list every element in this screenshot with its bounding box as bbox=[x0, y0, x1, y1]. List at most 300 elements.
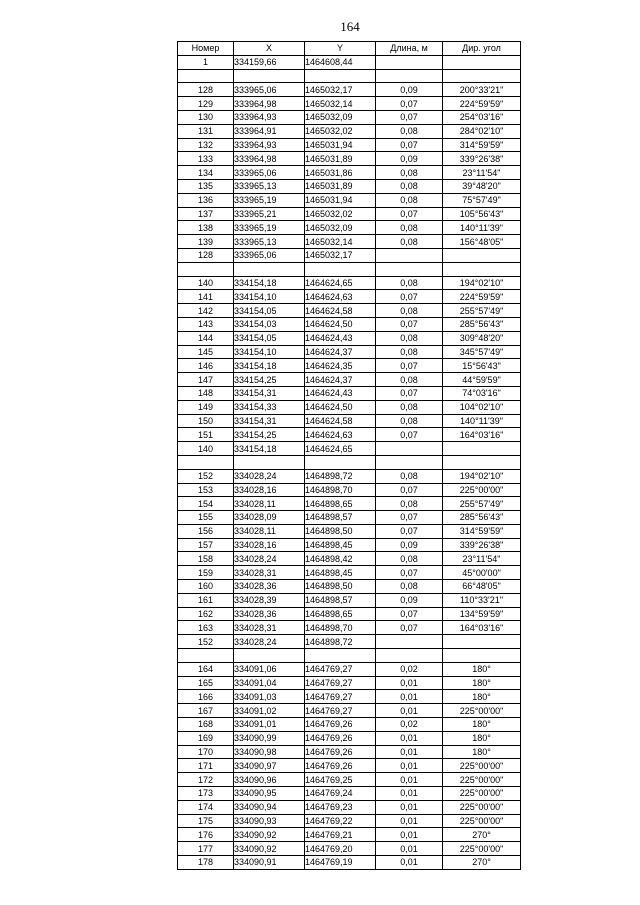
table-row bbox=[178, 731, 521, 745]
cell-direction-angle: 225°00'00" bbox=[443, 704, 521, 718]
cell-direction-angle: 140°11'39" bbox=[443, 221, 521, 235]
cell-number: 140 bbox=[178, 442, 234, 456]
cell-x: 334028,24 bbox=[234, 552, 305, 566]
cell-direction-angle: 224°59'59" bbox=[443, 290, 521, 304]
cell-number: 168 bbox=[178, 718, 234, 732]
cell-x: 334028,11 bbox=[234, 497, 305, 511]
header-direction-angle: Дир. угол bbox=[443, 42, 521, 56]
table-row bbox=[178, 718, 521, 732]
cell-number: 161 bbox=[178, 593, 234, 607]
cell-y: 1465032,17 bbox=[305, 83, 376, 97]
cell-x: 334090,97 bbox=[234, 759, 305, 773]
cell-y: 1464624,35 bbox=[305, 359, 376, 373]
cell-y: 1464624,63 bbox=[305, 290, 376, 304]
cell-length: 0,08 bbox=[376, 414, 443, 428]
cell-x: 333965,06 bbox=[234, 248, 305, 262]
cell-length: 0,07 bbox=[376, 607, 443, 621]
cell-x: 334154,10 bbox=[234, 290, 305, 304]
cell-length: 0,07 bbox=[376, 566, 443, 580]
cell-y: 1465032,14 bbox=[305, 235, 376, 249]
cell-direction-angle: 314°59'59" bbox=[443, 138, 521, 152]
cell-direction-angle bbox=[443, 442, 521, 456]
cell-x: 334154,03 bbox=[234, 317, 305, 331]
cell-x bbox=[234, 649, 305, 663]
table-row bbox=[178, 304, 521, 318]
cell-direction-angle bbox=[443, 262, 521, 276]
cell-y: 1465031,89 bbox=[305, 179, 376, 193]
table-row bbox=[178, 745, 521, 759]
cell-direction-angle: 164°03'16" bbox=[443, 621, 521, 635]
cell-length: 0,07 bbox=[376, 110, 443, 124]
cell-number: 138 bbox=[178, 221, 234, 235]
cell-number: 160 bbox=[178, 580, 234, 594]
cell-y: 1464769,26 bbox=[305, 745, 376, 759]
cell-number: 166 bbox=[178, 690, 234, 704]
cell-length: 0,07 bbox=[376, 483, 443, 497]
cell-number: 139 bbox=[178, 235, 234, 249]
cell-direction-angle bbox=[443, 69, 521, 83]
table-row bbox=[178, 759, 521, 773]
cell-y: 1465032,14 bbox=[305, 97, 376, 111]
cell-direction-angle: 225°00'00" bbox=[443, 759, 521, 773]
cell-x: 334028,16 bbox=[234, 483, 305, 497]
cell-x: 334028,24 bbox=[234, 469, 305, 483]
cell-direction-angle: 270° bbox=[443, 828, 521, 842]
cell-number bbox=[178, 262, 234, 276]
cell-y: 1464769,26 bbox=[305, 731, 376, 745]
cell-direction-angle: 180° bbox=[443, 718, 521, 732]
table-row bbox=[178, 676, 521, 690]
cell-length: 0,01 bbox=[376, 690, 443, 704]
cell-y bbox=[305, 69, 376, 83]
cell-length: 0,07 bbox=[376, 386, 443, 400]
cell-direction-angle: 110°33'21" bbox=[443, 593, 521, 607]
cell-length: 0,08 bbox=[376, 193, 443, 207]
cell-direction-angle: 270° bbox=[443, 856, 521, 870]
cell-x: 334154,33 bbox=[234, 400, 305, 414]
cell-x: 334028,09 bbox=[234, 511, 305, 525]
cell-number: 154 bbox=[178, 497, 234, 511]
coordinates-table bbox=[177, 41, 521, 870]
table-row bbox=[178, 166, 521, 180]
table-row bbox=[178, 483, 521, 497]
cell-length: 0,08 bbox=[376, 179, 443, 193]
table-row bbox=[178, 248, 521, 262]
cell-length: 0,08 bbox=[376, 235, 443, 249]
cell-y: 1464769,27 bbox=[305, 662, 376, 676]
cell-length: 0,07 bbox=[376, 428, 443, 442]
cell-y: 1464624,65 bbox=[305, 276, 376, 290]
table-row bbox=[178, 193, 521, 207]
cell-number: 145 bbox=[178, 345, 234, 359]
cell-x: 334090,99 bbox=[234, 731, 305, 745]
cell-length bbox=[376, 455, 443, 469]
table-row bbox=[178, 800, 521, 814]
table-row bbox=[178, 414, 521, 428]
cell-direction-angle bbox=[443, 455, 521, 469]
cell-x bbox=[234, 69, 305, 83]
cell-number: 152 bbox=[178, 635, 234, 649]
cell-direction-angle: 75°57'49" bbox=[443, 193, 521, 207]
cell-length: 0,08 bbox=[376, 400, 443, 414]
cell-x: 333965,06 bbox=[234, 83, 305, 97]
cell-y: 1464898,57 bbox=[305, 593, 376, 607]
cell-length: 0,08 bbox=[376, 345, 443, 359]
table-row bbox=[178, 828, 521, 842]
cell-length: 0,09 bbox=[376, 593, 443, 607]
cell-direction-angle: 224°59'59" bbox=[443, 97, 521, 111]
cell-length: 0,07 bbox=[376, 290, 443, 304]
cell-direction-angle: 180° bbox=[443, 731, 521, 745]
cell-y: 1464624,65 bbox=[305, 442, 376, 456]
table-row bbox=[178, 152, 521, 166]
cell-length: 0,09 bbox=[376, 152, 443, 166]
table-row bbox=[178, 55, 521, 69]
cell-y: 1464898,45 bbox=[305, 538, 376, 552]
cell-y: 1464898,65 bbox=[305, 607, 376, 621]
header-y: Y bbox=[305, 42, 376, 56]
cell-length: 0,01 bbox=[376, 787, 443, 801]
cell-number: 157 bbox=[178, 538, 234, 552]
cell-x: 334090,94 bbox=[234, 800, 305, 814]
table-row bbox=[178, 635, 521, 649]
cell-direction-angle: 254°03'16" bbox=[443, 110, 521, 124]
cell-x: 334154,05 bbox=[234, 304, 305, 318]
cell-y: 1464898,57 bbox=[305, 511, 376, 525]
cell-number: 141 bbox=[178, 290, 234, 304]
page-number: 164 bbox=[340, 19, 360, 34]
cell-direction-angle bbox=[443, 635, 521, 649]
cell-direction-angle: 39°48'20" bbox=[443, 179, 521, 193]
cell-x: 333965,13 bbox=[234, 179, 305, 193]
cell-length: 0,08 bbox=[376, 373, 443, 387]
cell-x: 334091,06 bbox=[234, 662, 305, 676]
cell-number: 164 bbox=[178, 662, 234, 676]
cell-number: 143 bbox=[178, 317, 234, 331]
table-row bbox=[178, 649, 521, 663]
table-row bbox=[178, 262, 521, 276]
cell-number: 155 bbox=[178, 511, 234, 525]
cell-x: 334028,16 bbox=[234, 538, 305, 552]
cell-direction-angle: 345°57'49" bbox=[443, 345, 521, 359]
cell-number: 136 bbox=[178, 193, 234, 207]
cell-number: 162 bbox=[178, 607, 234, 621]
cell-x: 333965,21 bbox=[234, 207, 305, 221]
cell-number: 163 bbox=[178, 621, 234, 635]
cell-length bbox=[376, 442, 443, 456]
table-row bbox=[178, 290, 521, 304]
table-row bbox=[178, 442, 521, 456]
cell-direction-angle: 284°02'10" bbox=[443, 124, 521, 138]
cell-y: 1464769,21 bbox=[305, 828, 376, 842]
cell-length: 0,09 bbox=[376, 538, 443, 552]
table-row bbox=[178, 538, 521, 552]
cell-length bbox=[376, 55, 443, 69]
cell-x: 334028,31 bbox=[234, 621, 305, 635]
table-row bbox=[178, 773, 521, 787]
cell-length: 0,08 bbox=[376, 497, 443, 511]
cell-direction-angle: 255°57'49" bbox=[443, 497, 521, 511]
cell-y: 1464769,27 bbox=[305, 690, 376, 704]
cell-y: 1464769,25 bbox=[305, 773, 376, 787]
cell-direction-angle: 314°59'59" bbox=[443, 524, 521, 538]
table-row bbox=[178, 469, 521, 483]
cell-y: 1464624,58 bbox=[305, 414, 376, 428]
cell-direction-angle: 194°02'10" bbox=[443, 276, 521, 290]
cell-y: 1464769,24 bbox=[305, 787, 376, 801]
table-row bbox=[178, 345, 521, 359]
cell-length bbox=[376, 262, 443, 276]
cell-x bbox=[234, 455, 305, 469]
cell-direction-angle: 23°11'54" bbox=[443, 166, 521, 180]
cell-number: 128 bbox=[178, 83, 234, 97]
cell-direction-angle: 105°56'43" bbox=[443, 207, 521, 221]
table-row bbox=[178, 221, 521, 235]
cell-number: 169 bbox=[178, 731, 234, 745]
cell-y bbox=[305, 649, 376, 663]
cell-direction-angle: 45°00'00" bbox=[443, 566, 521, 580]
cell-length: 0,01 bbox=[376, 773, 443, 787]
header-length: Длина, м bbox=[376, 42, 443, 56]
cell-y: 1464898,50 bbox=[305, 524, 376, 538]
cell-length: 0,01 bbox=[376, 828, 443, 842]
table-row bbox=[178, 386, 521, 400]
cell-length: 0,01 bbox=[376, 842, 443, 856]
cell-direction-angle: 74°03'16" bbox=[443, 386, 521, 400]
cell-x: 334091,01 bbox=[234, 718, 305, 732]
cell-direction-angle: 225°00'00" bbox=[443, 842, 521, 856]
cell-y: 1464769,27 bbox=[305, 704, 376, 718]
cell-direction-angle: 134°59'59" bbox=[443, 607, 521, 621]
table-row bbox=[178, 97, 521, 111]
cell-direction-angle: 309°48'20" bbox=[443, 331, 521, 345]
cell-number: 133 bbox=[178, 152, 234, 166]
cell-direction-angle: 164°03'16" bbox=[443, 428, 521, 442]
cell-number: 165 bbox=[178, 676, 234, 690]
table-row bbox=[178, 842, 521, 856]
table-row bbox=[178, 662, 521, 676]
cell-y: 1464624,43 bbox=[305, 386, 376, 400]
cell-number: 144 bbox=[178, 331, 234, 345]
cell-length: 0,07 bbox=[376, 359, 443, 373]
cell-direction-angle: 225°00'00" bbox=[443, 814, 521, 828]
cell-x: 334028,24 bbox=[234, 635, 305, 649]
table-row bbox=[178, 566, 521, 580]
cell-number: 158 bbox=[178, 552, 234, 566]
cell-number: 151 bbox=[178, 428, 234, 442]
cell-x: 333964,93 bbox=[234, 138, 305, 152]
table-row bbox=[178, 69, 521, 83]
table-row bbox=[178, 331, 521, 345]
cell-number bbox=[178, 69, 234, 83]
cell-x: 334090,98 bbox=[234, 745, 305, 759]
cell-x: 334154,25 bbox=[234, 373, 305, 387]
cell-direction-angle: 225°00'00" bbox=[443, 773, 521, 787]
table-row bbox=[178, 593, 521, 607]
cell-direction-angle: 225°00'00" bbox=[443, 800, 521, 814]
cell-x: 334154,31 bbox=[234, 414, 305, 428]
cell-direction-angle: 180° bbox=[443, 676, 521, 690]
cell-x: 333964,98 bbox=[234, 152, 305, 166]
cell-number: 130 bbox=[178, 110, 234, 124]
cell-direction-angle: 200°33'21" bbox=[443, 83, 521, 97]
cell-number: 146 bbox=[178, 359, 234, 373]
cell-x: 333964,91 bbox=[234, 124, 305, 138]
cell-number: 177 bbox=[178, 842, 234, 856]
cell-length: 0,01 bbox=[376, 800, 443, 814]
cell-length: 0,07 bbox=[376, 524, 443, 538]
cell-number bbox=[178, 649, 234, 663]
cell-number: 1 bbox=[178, 55, 234, 69]
cell-x: 334028,36 bbox=[234, 607, 305, 621]
cell-x: 333965,19 bbox=[234, 193, 305, 207]
cell-direction-angle: 180° bbox=[443, 690, 521, 704]
cell-number: 153 bbox=[178, 483, 234, 497]
cell-y: 1465032,17 bbox=[305, 248, 376, 262]
cell-length: 0,07 bbox=[376, 97, 443, 111]
cell-direction-angle bbox=[443, 248, 521, 262]
cell-direction-angle: 23°11'54" bbox=[443, 552, 521, 566]
cell-x: 334154,31 bbox=[234, 386, 305, 400]
cell-x: 334090,92 bbox=[234, 828, 305, 842]
cell-number: 134 bbox=[178, 166, 234, 180]
cell-x: 334154,05 bbox=[234, 331, 305, 345]
cell-length: 0,08 bbox=[376, 331, 443, 345]
cell-length bbox=[376, 649, 443, 663]
cell-y: 1464624,58 bbox=[305, 304, 376, 318]
table-row bbox=[178, 373, 521, 387]
table-header-row bbox=[178, 42, 521, 56]
table-row bbox=[178, 235, 521, 249]
cell-x: 334028,11 bbox=[234, 524, 305, 538]
cell-y: 1464769,19 bbox=[305, 856, 376, 870]
cell-length: 0,01 bbox=[376, 745, 443, 759]
cell-x: 334159,66 bbox=[234, 55, 305, 69]
cell-direction-angle: 225°00'00" bbox=[443, 787, 521, 801]
table-row bbox=[178, 690, 521, 704]
cell-y: 1465031,94 bbox=[305, 193, 376, 207]
cell-y: 1465031,89 bbox=[305, 152, 376, 166]
cell-x: 334154,18 bbox=[234, 276, 305, 290]
table-row bbox=[178, 400, 521, 414]
cell-y: 1464769,27 bbox=[305, 676, 376, 690]
cell-direction-angle: 225°00'00" bbox=[443, 483, 521, 497]
cell-number: 156 bbox=[178, 524, 234, 538]
cell-y: 1464624,63 bbox=[305, 428, 376, 442]
table-row bbox=[178, 179, 521, 193]
cell-direction-angle: 156°48'05" bbox=[443, 235, 521, 249]
table-row bbox=[178, 455, 521, 469]
cell-y: 1464624,43 bbox=[305, 331, 376, 345]
header-x: X bbox=[234, 42, 305, 56]
cell-x: 334028,36 bbox=[234, 580, 305, 594]
cell-y: 1464624,37 bbox=[305, 345, 376, 359]
cell-length: 0,07 bbox=[376, 317, 443, 331]
cell-y: 1464898,72 bbox=[305, 635, 376, 649]
cell-number: 175 bbox=[178, 814, 234, 828]
cell-length: 0,07 bbox=[376, 207, 443, 221]
cell-y: 1464769,23 bbox=[305, 800, 376, 814]
cell-length: 0,08 bbox=[376, 124, 443, 138]
cell-length: 0,01 bbox=[376, 759, 443, 773]
cell-x: 334028,31 bbox=[234, 566, 305, 580]
cell-number: 128 bbox=[178, 248, 234, 262]
cell-length: 0,07 bbox=[376, 511, 443, 525]
cell-length: 0,08 bbox=[376, 580, 443, 594]
cell-x: 333964,98 bbox=[234, 97, 305, 111]
cell-x: 334154,10 bbox=[234, 345, 305, 359]
cell-number: 129 bbox=[178, 97, 234, 111]
cell-direction-angle: 339°26'38" bbox=[443, 152, 521, 166]
table-row bbox=[178, 207, 521, 221]
cell-number: 176 bbox=[178, 828, 234, 842]
cell-y: 1465031,86 bbox=[305, 166, 376, 180]
table-row bbox=[178, 359, 521, 373]
cell-number: 159 bbox=[178, 566, 234, 580]
cell-length: 0,08 bbox=[376, 276, 443, 290]
cell-y: 1464898,50 bbox=[305, 580, 376, 594]
cell-direction-angle: 104°02'10" bbox=[443, 400, 521, 414]
cell-number: 131 bbox=[178, 124, 234, 138]
cell-x: 334091,02 bbox=[234, 704, 305, 718]
cell-direction-angle: 180° bbox=[443, 745, 521, 759]
cell-y: 1464624,50 bbox=[305, 317, 376, 331]
cell-number: 170 bbox=[178, 745, 234, 759]
cell-y: 1464898,70 bbox=[305, 621, 376, 635]
cell-length: 0,08 bbox=[376, 221, 443, 235]
table-row bbox=[178, 110, 521, 124]
cell-number: 140 bbox=[178, 276, 234, 290]
cell-direction-angle: 194°02'10" bbox=[443, 469, 521, 483]
cell-y: 1465032,02 bbox=[305, 207, 376, 221]
cell-length: 0,09 bbox=[376, 83, 443, 97]
cell-y bbox=[305, 262, 376, 276]
table-row bbox=[178, 704, 521, 718]
table-row bbox=[178, 497, 521, 511]
table-row bbox=[178, 814, 521, 828]
cell-length: 0,01 bbox=[376, 731, 443, 745]
cell-direction-angle: 180° bbox=[443, 662, 521, 676]
cell-length bbox=[376, 248, 443, 262]
table-row bbox=[178, 580, 521, 594]
cell-number: 172 bbox=[178, 773, 234, 787]
cell-number: 178 bbox=[178, 856, 234, 870]
cell-number: 171 bbox=[178, 759, 234, 773]
cell-y: 1464898,42 bbox=[305, 552, 376, 566]
cell-direction-angle: 285°56'43" bbox=[443, 317, 521, 331]
cell-direction-angle: 339°26'38" bbox=[443, 538, 521, 552]
cell-x: 334090,96 bbox=[234, 773, 305, 787]
cell-x bbox=[234, 262, 305, 276]
cell-x: 334090,95 bbox=[234, 787, 305, 801]
table-row bbox=[178, 317, 521, 331]
cell-number: 148 bbox=[178, 386, 234, 400]
table-row bbox=[178, 83, 521, 97]
cell-x: 333965,13 bbox=[234, 235, 305, 249]
cell-x: 334154,18 bbox=[234, 359, 305, 373]
table-row bbox=[178, 524, 521, 538]
cell-y: 1464624,37 bbox=[305, 373, 376, 387]
cell-x: 334154,18 bbox=[234, 442, 305, 456]
cell-length: 0,02 bbox=[376, 662, 443, 676]
cell-number: 174 bbox=[178, 800, 234, 814]
cell-length: 0,07 bbox=[376, 621, 443, 635]
table-row bbox=[178, 856, 521, 870]
cell-y: 1464769,26 bbox=[305, 759, 376, 773]
cell-length: 0,08 bbox=[376, 166, 443, 180]
cell-direction-angle bbox=[443, 55, 521, 69]
cell-direction-angle: 255°57'49" bbox=[443, 304, 521, 318]
